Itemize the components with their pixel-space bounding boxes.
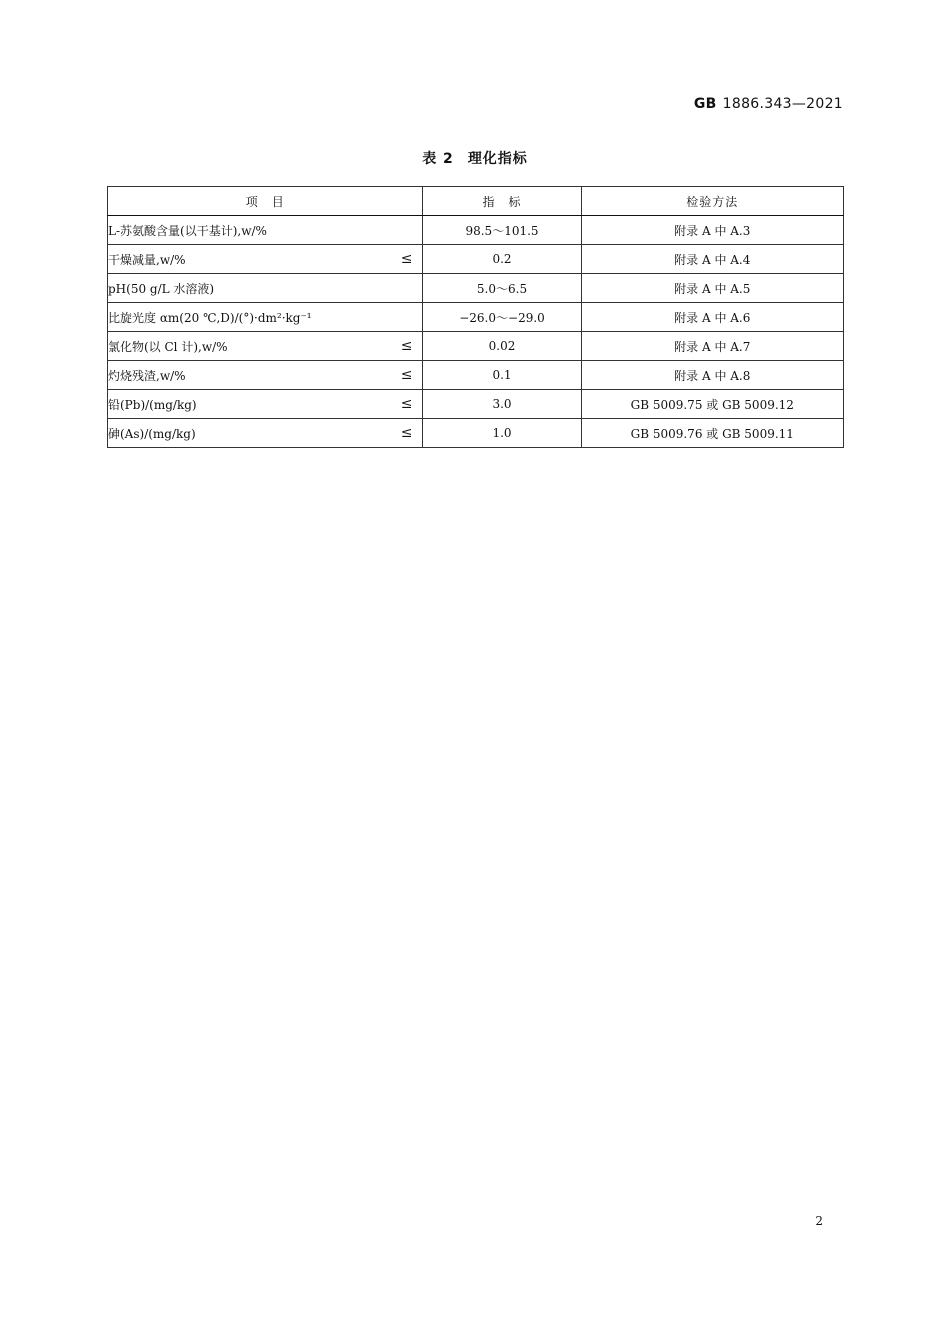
row-item-label: 干燥减量,w/%: [108, 252, 186, 267]
row-comparator: ≤: [400, 396, 413, 412]
row-item: [108, 361, 423, 390]
table-row: [108, 332, 844, 361]
standard-code: 1886.343—2021: [722, 96, 843, 112]
row-item-label: pH(50 g/L 水溶液): [108, 281, 215, 296]
row-item-label: L-苏氨酸含量(以干基计),w/%: [108, 223, 267, 238]
row-index-value: 0.2: [423, 245, 581, 274]
row-item-label: 铅(Pb)/(mg/kg): [108, 397, 197, 412]
table-row: [108, 216, 844, 245]
row-item-label: 氯化物(以 Cl 计),w/%: [108, 339, 228, 354]
table-row: [108, 274, 844, 303]
row-item: [108, 245, 423, 274]
column-header-method: 检验方法: [581, 187, 843, 216]
row-index-value: 1.0: [423, 419, 581, 448]
row-comparator: ≤: [400, 251, 413, 267]
row-comparator: ≤: [400, 425, 413, 441]
table-title: [0, 148, 950, 168]
physicochemical-spec-table: [107, 186, 844, 448]
row-test-method: 附录 A 中 A.5: [581, 274, 843, 303]
row-test-method: 附录 A 中 A.3: [581, 216, 843, 245]
row-item: [108, 332, 423, 361]
row-test-method: 附录 A 中 A.4: [581, 245, 843, 274]
row-item: [108, 216, 423, 245]
table-row: [108, 390, 844, 419]
table-title-text: 理化指标: [467, 151, 528, 167]
table-header: [108, 187, 844, 216]
row-test-method: GB 5009.76 或 GB 5009.11: [581, 419, 843, 448]
row-item: [108, 390, 423, 419]
table-row: [108, 419, 844, 448]
row-test-method: 附录 A 中 A.8: [581, 361, 843, 390]
header-row: [108, 187, 844, 216]
column-header-index: 指 标: [423, 187, 581, 216]
row-item-label: 砷(As)/(mg/kg): [108, 426, 196, 441]
row-index-value: −26.0～−29.0: [423, 303, 581, 332]
row-index-value: 5.0～6.5: [423, 274, 581, 303]
row-item: [108, 303, 423, 332]
row-test-method: 附录 A 中 A.7: [581, 332, 843, 361]
table-row: [108, 303, 844, 332]
table-body: [108, 216, 844, 448]
row-index-value: 0.02: [423, 332, 581, 361]
table-row: [108, 361, 844, 390]
table-row: [108, 245, 844, 274]
row-index-value: 98.5～101.5: [423, 216, 581, 245]
row-item-label: 比旋光度 αm(20 ℃,D)/(°)·dm²·kg⁻¹: [108, 310, 312, 325]
row-test-method: GB 5009.75 或 GB 5009.12: [581, 390, 843, 419]
page-number: 2: [815, 1214, 823, 1228]
row-index-value: 3.0: [423, 390, 581, 419]
standard-prefix: GB: [693, 96, 717, 112]
row-comparator: ≤: [400, 338, 413, 354]
row-test-method: 附录 A 中 A.6: [581, 303, 843, 332]
column-header-item: 项 目: [108, 187, 423, 216]
row-item: [108, 274, 423, 303]
row-index-value: 0.1: [423, 361, 581, 390]
row-item-label: 灼烧残渣,w/%: [108, 368, 186, 383]
row-comparator: ≤: [400, 367, 413, 383]
table-title-number: 表 2: [422, 151, 454, 167]
row-item: [108, 419, 423, 448]
standard-number: [694, 96, 843, 112]
